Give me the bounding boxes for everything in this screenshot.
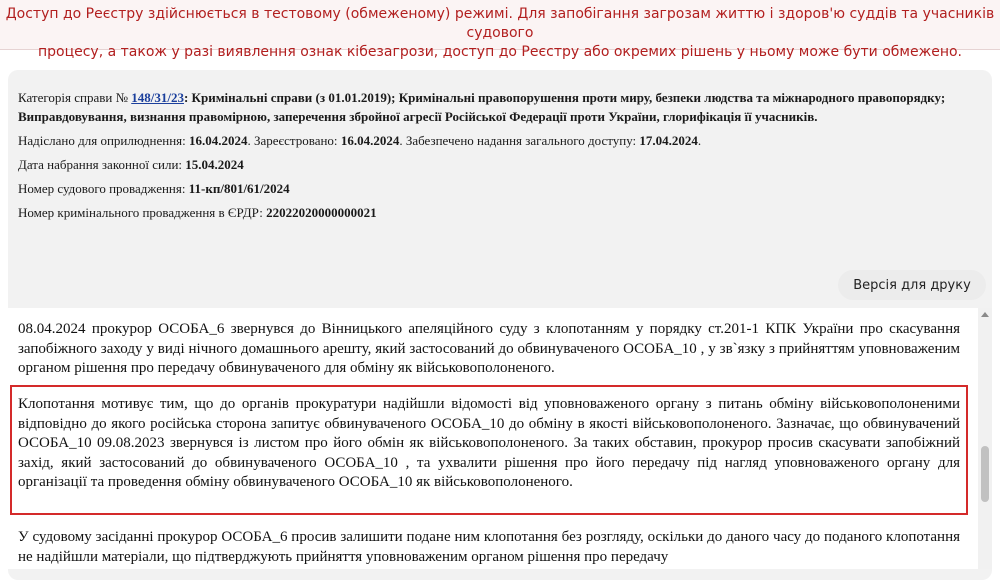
paragraph-1: 08.04.2024 прокурор ОСОБА_6 звернувся до Вінницького апеляційного суду з клопотанням у порядку ст.201-1 КПК України про скасування запобіжного заходу у виді нічного домашнього арешту, який застосований до обвинуваченого ОСОБА_10 , у зв`язку з прийняттям уповноваженим органом рішення про передачу обвинуваченого для обміну як військовополоненого. [18, 321, 960, 376]
proceeding-number-value: 11-кп/801/61/2024 [188, 181, 290, 196]
public-access-date: 17.04.2024 [639, 133, 698, 148]
proceeding-number-row [18, 179, 968, 198]
case-category-row [18, 88, 968, 126]
paragraph-3: У судовому засіданні прокурор ОСОБА_6 просив залишити подане ним клопотання без розгляду, оскільки до даного часу до поданого клопотання не надійшли матеріали, що підтверджують прийняття уповноваженим органом рішення про передачу [18, 529, 960, 565]
sent-label: Надіслано для оприлюднення: [18, 133, 186, 148]
effective-date-row [18, 155, 968, 174]
scrollbar-thumb[interactable] [981, 446, 989, 502]
case-category-value: : Кримінальні справи (з 01.01.2019); Кримінальні правопорушення проти миру, безпеки людства та міжнародного правопорядку; Виправдовування, визнання правомірною, заперечення збройної агресії Російської Федерації проти України, глорифікація її учасників. [18, 90, 946, 124]
erdr-number-row [18, 203, 968, 222]
sent-date: 16.04.2024 [189, 133, 248, 148]
effective-date-value: 15.04.2024 [185, 157, 244, 172]
case-category-label: Категорія справи № [18, 90, 128, 105]
case-number-link[interactable]: 148/31/23 [131, 90, 184, 105]
erdr-number-value: 22022020000000021 [266, 205, 377, 220]
public-access-label: . Забезпечено надання загального доступу: [399, 133, 637, 148]
registered-date: 16.04.2024 [340, 133, 400, 148]
registered-label: . Зареєстровано: [247, 133, 338, 148]
vertical-scrollbar[interactable] [978, 308, 992, 569]
paragraph-2-highlighted: Клопотання мотивує тим, що до органів прокуратури надійшли відомості від уповноваженого органу з питань обміну військовополоненими відповідно до якого російська сторона запитує обвинуваченого ОСОБА_10 до обміну в якості військовополоненого. Зазначає, що обвинувачений ОСОБА_10 09.08.2023 звернувся із листом про його обмін як військовополоненого. За таких обставин, прокурор просив скасувати запобіжний захід, який застосований до обвинуваченого ОСОБА_10 , та ухвалити рішення про його передачу під нагляд уповноваженого органу для організації та проведення обміну обвинуваченого ОСОБА_10 як військовополоненого. [18, 396, 960, 490]
publication-dates-row: Надіслано для оприлюднення: 16.04.2024. Зареєстровано: 16.04.2024. Забезпечено надання загального доступу: 17.04.2024. [18, 133, 702, 148]
proceeding-number-label: Номер судового провадження: [18, 181, 186, 196]
print-version-button[interactable]: Версія для друку [838, 270, 986, 300]
scroll-up-arrow-icon[interactable] [981, 312, 989, 317]
case-metadata [18, 88, 968, 227]
erdr-number-label: Номер кримінального провадження в ЄРДР: [18, 205, 263, 220]
banner-line-2: процесу, а також у разі виявлення ознак кібезагрози, доступ до Реєстру або окремих рішень у ньому може бути обмежено. [37, 44, 963, 60]
effective-date-label: Дата набрання законної сили: [18, 157, 183, 172]
decision-text [0, 308, 978, 569]
access-warning-banner [0, 0, 1000, 60]
banner-line-1: Доступ до Реєстру здійснюється в тестовому (обмеженому) режимі. Для запобігання загрозам життю і здоров'ю суддів та учасників судового [5, 6, 995, 41]
